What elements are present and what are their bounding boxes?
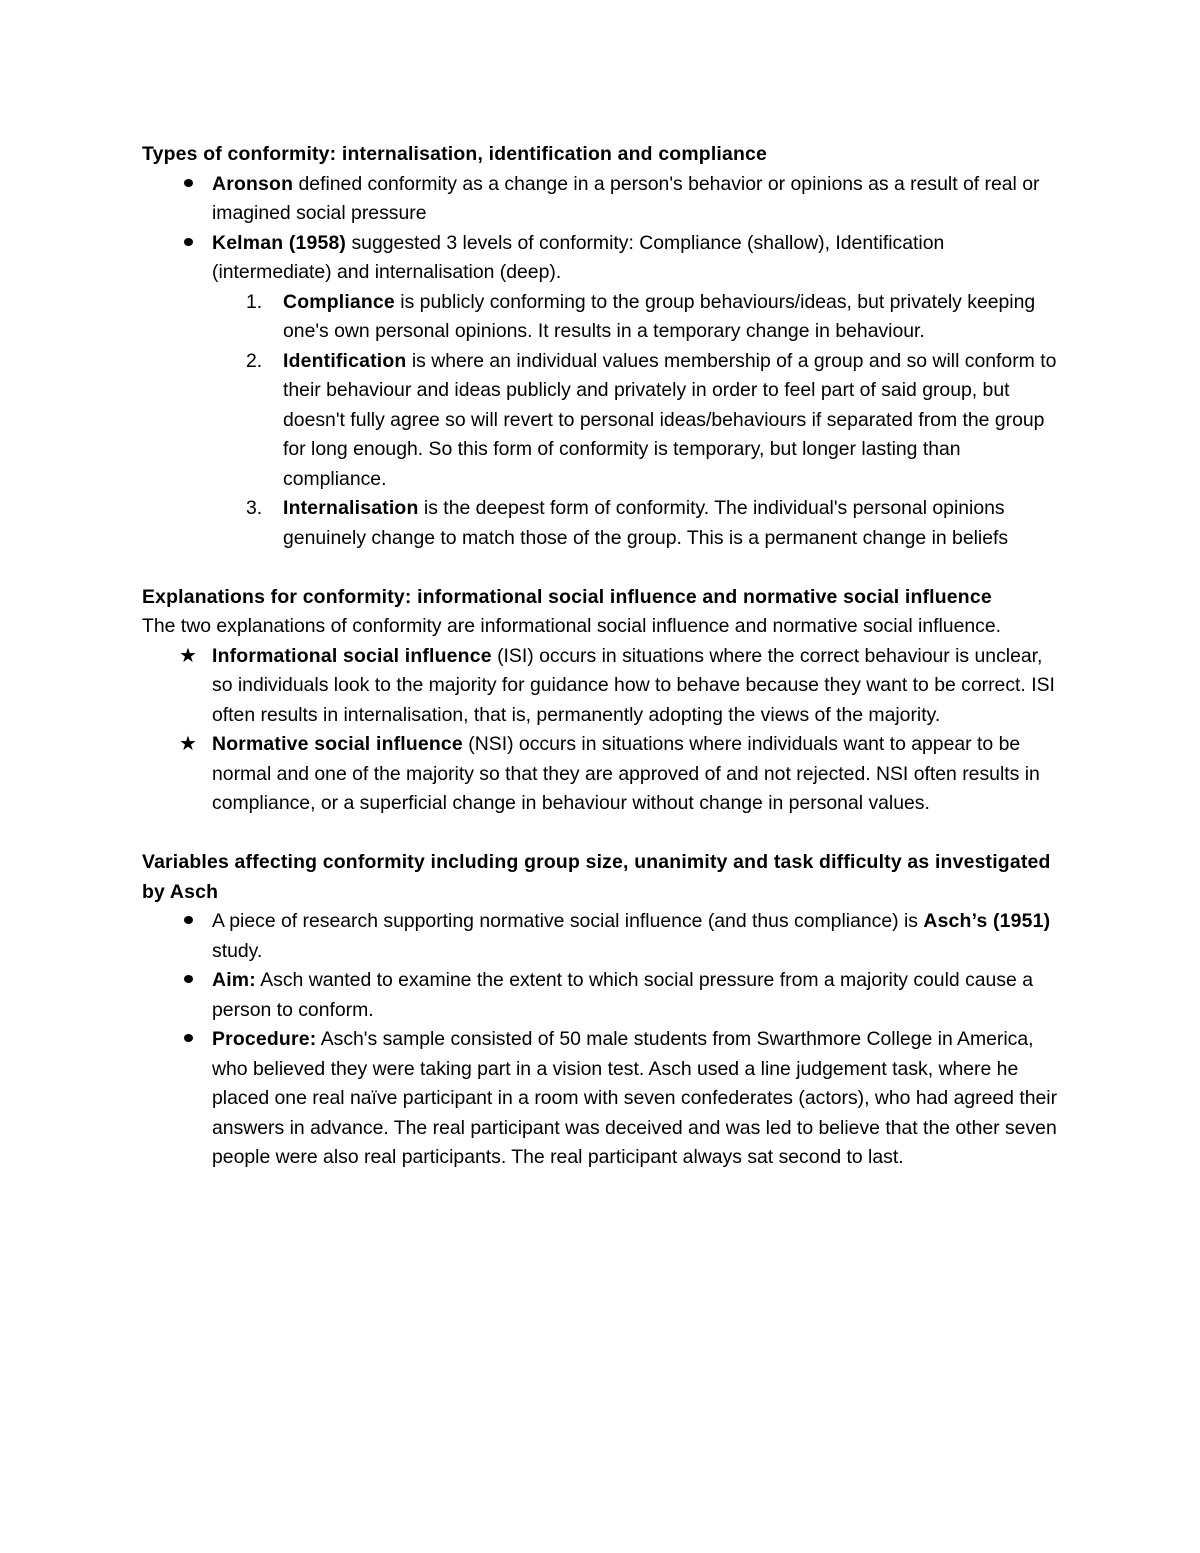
item-text: Asch's sample consisted of 50 male students from Swarthmore College in America, who believed they were taking part in a vision test. Asch used a line judgement task, where he placed one real naïve participant in a room with seven confederates (actors), who had agreed their answers in advance. The real participant was deceived and was led to believe that the other seven people were also real participants. The real participant always sat second to last. <box>212 1028 1058 1168</box>
item-text: suggested 3 levels of conformity: Compliance (shallow), Identification (intermediate) and internalisation (deep). <box>212 231 945 283</box>
star-icon: ★ <box>179 644 197 667</box>
item-bold-term: Procedure: <box>212 1028 317 1050</box>
section-types-of-conformity <box>142 140 1062 553</box>
bullet-icon <box>178 1025 198 1055</box>
item-bold-term: Compliance <box>283 290 395 313</box>
item-bold-term: Asch’s (1951) <box>923 910 1051 932</box>
intro-paragraph: The two explanations of conformity are informational social influence and normative social influence. <box>142 615 1002 637</box>
list-item <box>142 170 1062 229</box>
section-heading: Explanations for conformity: informational social influence and normative social influence <box>142 585 992 608</box>
item-number: 3. <box>246 497 263 519</box>
item-bold-term: Informational social influence <box>212 644 492 667</box>
numbered-item <box>142 347 1062 495</box>
section-variables-affecting-conformity <box>142 848 1062 1173</box>
numbered-item <box>142 288 1062 347</box>
section-heading: Variables affecting conformity including group size, unanimity and task difficulty as investigated by Asch <box>142 851 1051 903</box>
document-body <box>142 140 1062 1173</box>
section-heading: Types of conformity: internalisation, identification and compliance <box>142 143 767 165</box>
item-bold-term: Aim: <box>212 969 256 991</box>
item-number: 1. <box>246 290 263 313</box>
item-bold-term: Kelman (1958) <box>212 231 347 254</box>
item-text: study. <box>212 939 263 962</box>
list-item <box>142 229 1062 288</box>
item-text: Asch wanted to examine the extent to which social pressure from a majority could cause a person to conform. <box>212 969 1033 1021</box>
item-text: defined conformity as a change in a person's behavior or opinions as a result of real or imagined social pressure <box>212 172 1040 224</box>
item-text: A piece of research supporting normative social influence (and thus compliance) is <box>212 910 924 932</box>
item-number: 2. <box>246 349 263 372</box>
bullet-icon <box>178 170 198 200</box>
list-item <box>142 1025 1062 1173</box>
item-text: is the deepest form of conformity. The individual's personal opinions genuinely change to match those of the group. This is a permanent change in beliefs <box>283 497 1009 549</box>
bullet-icon <box>178 229 198 259</box>
list-item <box>142 966 1062 1025</box>
numbered-item <box>142 494 1062 553</box>
item-text: (ISI) occurs in situations where the correct behaviour is unclear, so individuals look to the majority for guidance how to behave because they want to be correct. ISI often results in internalisation, that is, permanently adopting the views of the majority. <box>212 644 1055 726</box>
star-icon: ★ <box>179 733 197 755</box>
item-bold-term: Normative social influence <box>212 733 463 755</box>
item-bold-term: Identification <box>283 349 407 372</box>
list-item <box>142 730 1062 819</box>
item-text: is where an individual values membership of a group and so will conform to their behaviour and ideas publicly and privately in order to feel part of said group, but doesn't fully agree so will revert to personal ideas/behaviours if separated from the group for long enough. So this form of conformity is temporary, but longer lasting than compliance. <box>283 349 1057 490</box>
section-explanations-for-conformity <box>142 583 1062 819</box>
item-text: is publicly conforming to the group behaviours/ideas, but privately keeping one's own personal opinions. It results in a temporary change in behaviour. <box>283 290 1036 342</box>
item-text: (NSI) occurs in situations where individuals want to appear to be normal and one of the majority so that they are approved of and not rejected. NSI often results in compliance, or a superficial change in behaviour without change in personal values. <box>212 733 1040 814</box>
item-bold-term: Internalisation <box>283 497 419 519</box>
list-item <box>142 642 1062 731</box>
bullet-icon <box>178 907 198 937</box>
item-bold-term: Aronson <box>212 172 294 195</box>
bullet-icon <box>178 966 198 996</box>
list-item <box>142 907 1062 966</box>
